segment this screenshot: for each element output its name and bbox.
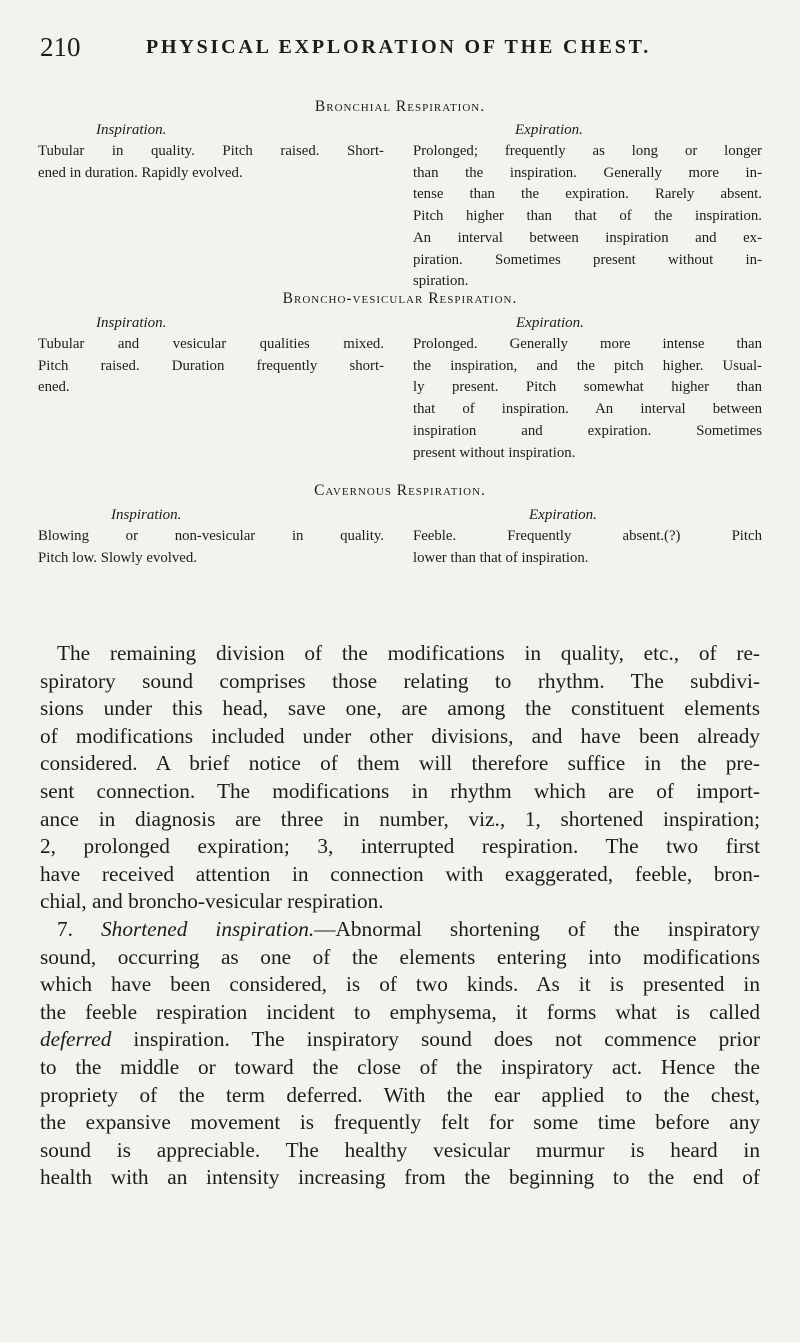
text-line: Blowing or non-vesicular in quality. [38,528,384,544]
text-line: piration. Sometimes present without in- [413,251,762,268]
text-line: 2, prolonged expiration; 3, interrupted respiration. The two first [40,834,760,859]
bv-expiration-text [413,334,762,464]
bv-inspiration-text [38,334,384,399]
italic-term: deferred [40,1027,112,1052]
text-line: sound is appreciable. The healthy vesicular murmur is heard in [40,1137,760,1162]
text-line: the expansive movement is frequently felt for some time before any [40,1110,760,1135]
text-line: sent connection. The modifications in rhythm which are of import- [40,778,760,803]
section-heading-bronchial: Bronchial Respiration. [314,98,486,115]
bronchial-inspiration-text [38,141,384,184]
text-line: Feeble. Frequently absent.(?) Pitch [413,528,762,544]
section-number: 7. [57,916,73,941]
text-line: ened in duration. Rapidly evolved. [38,164,243,181]
text-line: Tubular in quality. Pitch raised. Short- [38,143,384,159]
cavernous-inspiration-label: Inspiration. [111,507,182,523]
paragraph-7-first-line [40,916,760,944]
text-line: the feeble respiration incident to emphysema, it forms what is called [40,999,760,1024]
text-line: ance in diagnosis are three in number, viz., 1, shortened inspiration; [40,806,760,831]
text-line: Prolonged; frequently as long or longer [413,143,762,159]
bronchial-expiration-label: Expiration. [515,122,583,138]
body-text [40,640,760,1192]
text-line: present without inspiration. [413,444,576,461]
bronchial-expiration-text [413,141,762,293]
text-line: tense than the expiration. Rarely absent. [413,186,762,203]
section-heading-cavernous: Cavernous Respiration. [314,482,486,499]
text-line: of modifications included under other divisions, and have been already [40,723,760,748]
text-line: which have been considered, is of two kinds. As it is presented in [40,972,760,997]
bv-expiration-label: Expiration. [516,315,584,331]
text-line: propriety of the term deferred. With the ear applied to the chest, [40,1082,760,1107]
cavernous-expiration-text [413,526,762,569]
text-line: sions under this head, save one, are among the constituent elements [40,696,760,721]
page-number: 210 [40,32,81,62]
running-title: PHYSICAL EXPLORATION OF THE CHEST. [146,36,652,58]
text-line: ened. [38,379,70,396]
text-line: spiratory sound comprises those relating to rhythm. The subdivi- [40,668,760,693]
section-term: Shortened inspiration. [101,916,315,941]
text-line: sound, occurring as one of the elements entering into modifications [40,944,760,969]
text-line: chial, and broncho-vesicular respiration. [40,889,384,914]
text-line: Pitch low. Slowly evolved. [38,549,197,566]
text-line: An interval between inspiration and ex- [413,229,762,246]
bv-inspiration-label: Inspiration. [96,315,167,331]
text-line: Tubular and vesicular qualities mixed. [38,336,384,352]
text-line: to the middle or toward the close of the inspiratory act. Hence the [40,1054,760,1079]
text-line: Pitch raised. Duration frequently short- [38,357,384,374]
text-line: than the inspiration. Generally more in- [413,164,762,181]
running-head [40,32,780,62]
text-line: Pitch higher than that of the inspiration. [413,208,762,225]
text-line: the inspiration, and the pitch higher. Usual- [413,357,762,374]
text-line: health with an intensity increasing from the beginning to the end of [40,1165,760,1190]
text-line: inspiration and expiration. Sometimes [413,422,762,439]
text-line: Prolonged. Generally more intense than [413,336,762,352]
text-line: have received attention in connection with exaggerated, feeble, bron- [40,861,760,886]
text-span: inspiration. The inspiratory sound does not commence prior [111,1027,760,1052]
text-line: that of inspiration. An interval between [413,401,762,418]
text-line: The remaining division of the modifications in quality, etc., of re- [57,641,760,665]
cavernous-expiration-label: Expiration. [529,507,597,523]
text-line: considered. A brief notice of them will therefore suffice in the pre- [40,751,760,776]
bronchial-inspiration-label: Inspiration. [96,122,167,138]
text-line-deferred [40,1026,760,1054]
text-line: ly present. Pitch somewhat higher than [413,379,762,396]
text-span: —Abnormal shortening of the inspiratory [314,916,760,941]
cavernous-inspiration-text [38,526,384,569]
text-line: lower than that of inspiration. [413,549,589,566]
text-line: spiration. [413,273,469,290]
section-heading-broncho-vesicular: Broncho-vesicular Respiration. [282,290,518,307]
